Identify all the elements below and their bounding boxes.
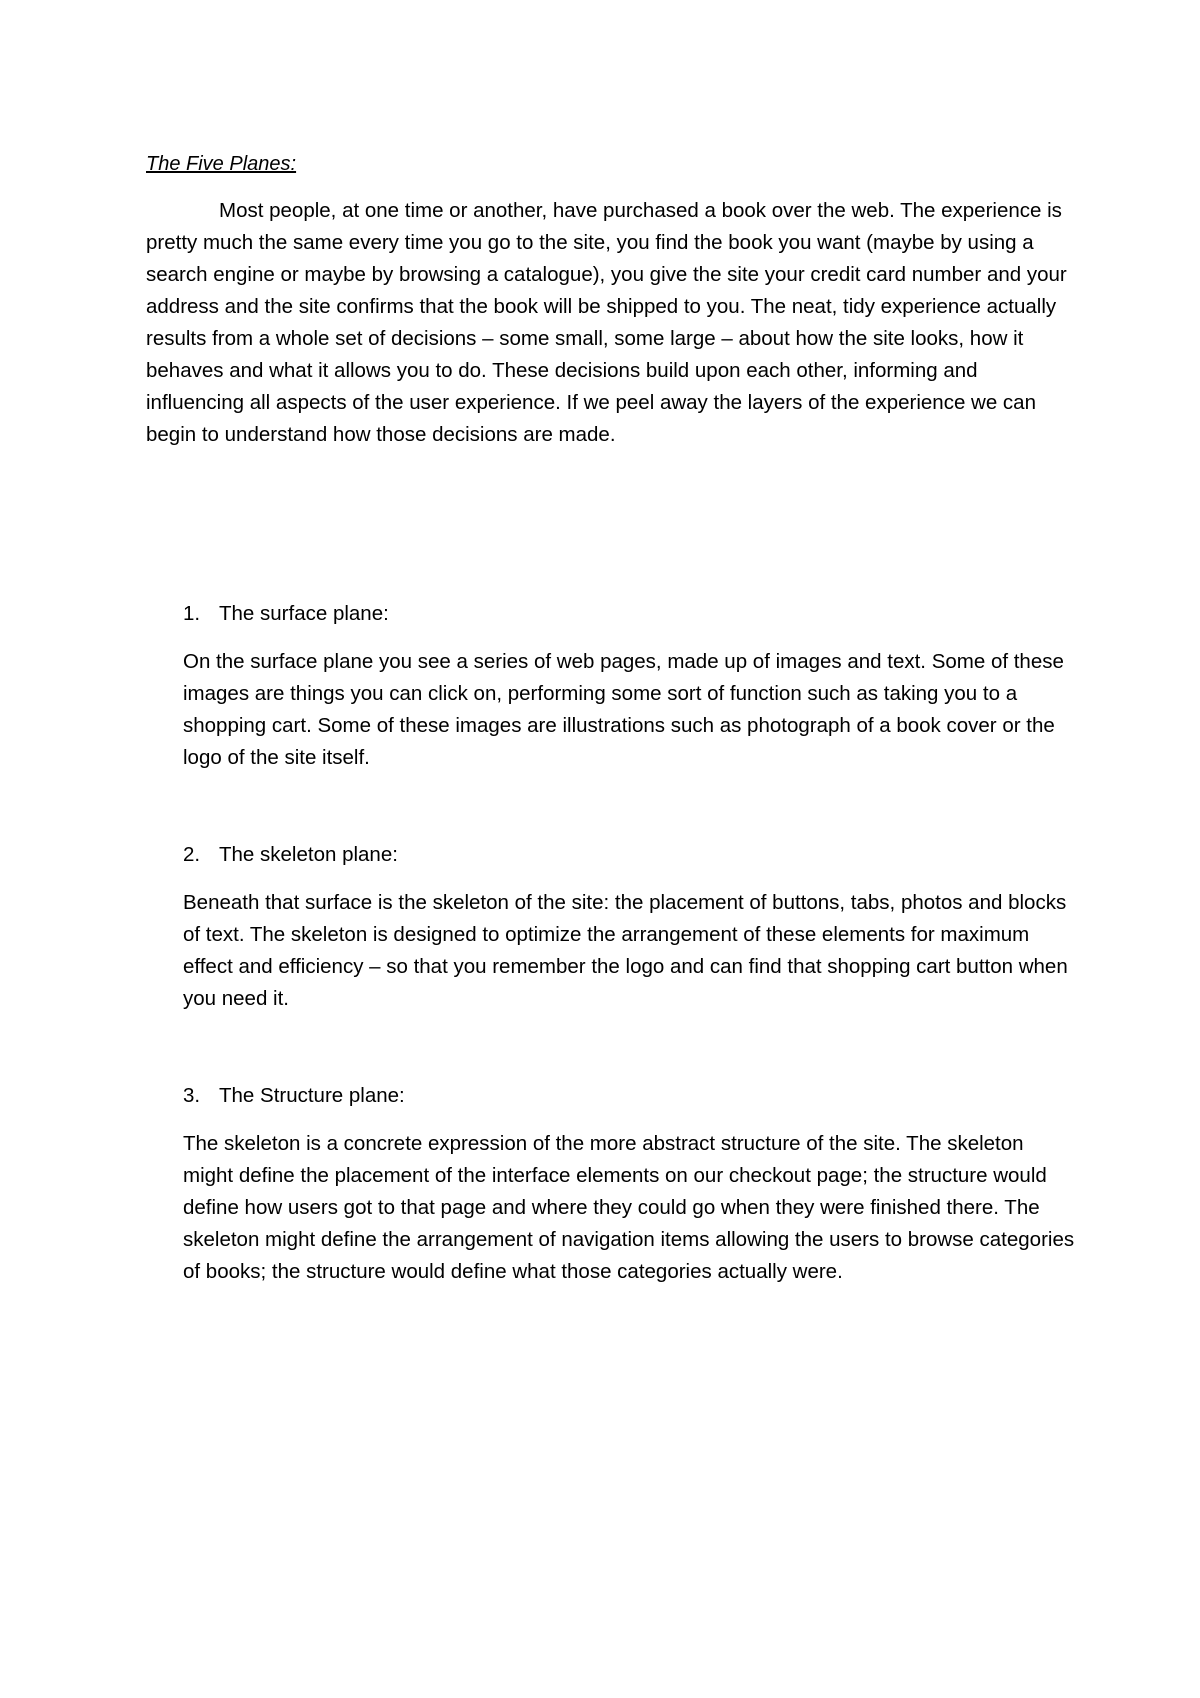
section-heading-text: The Structure plane: — [219, 1084, 405, 1107]
section-number: 3. — [183, 1084, 201, 1107]
intro-paragraph: Most people, at one time or another, have purchased a book over the web. The experience is pretty much the same every time you go to the site, you find the book you want (maybe by using a search engine or maybe by browsing a catalogue), you give the site your credit card number and your address and the site confirms that the book will be shipped to you. The neat, tidy experience actually results from a whole set of decisions – some small, some large – about how the site looks, how it behaves and what it allows you to do. These decisions build upon each other, informing and influencing all aspects of the user experience. If we peel away the layers of the experience we can begin to understand how those decisions are made. — [146, 199, 1067, 446]
section-heading-surface — [183, 600, 389, 628]
section-heading-structure — [183, 1082, 405, 1110]
section-heading-text: The skeleton plane: — [219, 843, 398, 866]
section-number: 1. — [183, 602, 201, 625]
section-heading-text: The surface plane: — [219, 602, 389, 625]
section-body-surface: On the surface plane you see a series of web pages, made up of images and text. Some of these images are things you can click on, performing some sort of function such as taking you to a shopping cart. Some of these images are illustrations such as photograph of a book cover or the logo of the site itself. — [183, 650, 1064, 769]
section-number: 2. — [183, 843, 201, 866]
section-body-skeleton: Beneath that surface is the skeleton of the site: the placement of buttons, tabs, photos and blocks of text. The skeleton is designed to optimize the arrangement of these elements for maximum effect and efficiency – so that you remember the logo and can find that shopping cart button when you need it. — [183, 891, 1068, 1010]
section-heading-skeleton — [183, 841, 398, 869]
document-title: The Five Planes: — [146, 153, 297, 175]
section-body-structure: The skeleton is a concrete expression of the more abstract structure of the site. The skeleton might define the placement of the interface elements on our checkout page; the structure would define how users got to that page and where they could go when they were finished there. The skeleton might define the arrangement of navigation items allowing the users to browse categories of books; the structure would define what those categories actually were. — [183, 1132, 1075, 1283]
